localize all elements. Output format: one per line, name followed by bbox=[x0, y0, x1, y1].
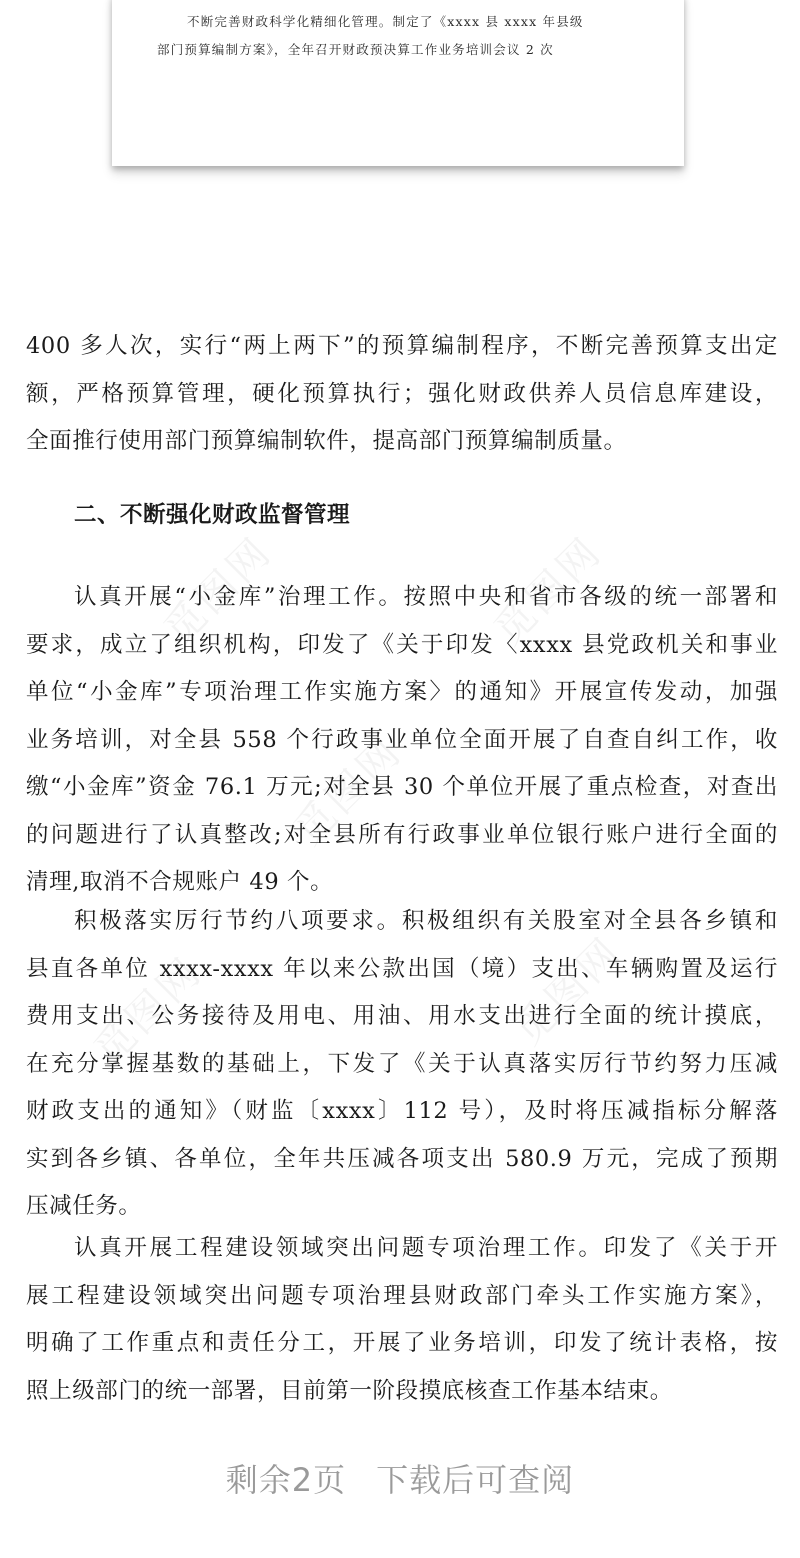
paragraph-xiaojinku bbox=[26, 574, 778, 907]
watermark: 觅图网 bbox=[155, 528, 282, 654]
text-line: 展工程建设领域突出问题专项治理县财政部门牵头工作实施方案》， bbox=[26, 1282, 778, 1309]
text-line: 财政支出的通知》（财监〔xxxx〕112 号），及时将压减指标分解落 bbox=[26, 1098, 778, 1124]
text-line: 在充分掌握基数的基础上，下发了《关于认真落实厉行节约努力压减 bbox=[26, 1050, 778, 1077]
text-line: 缴“小金库”资金 76.1 万元;对全县 30 个单位开展了重点检查，对查出 bbox=[26, 774, 778, 800]
text-line: 要求，成立了组织机构，印发了《关于印发〈xxxx 县党政机关和事业 bbox=[26, 631, 778, 658]
remaining-pages-label: 剩余2页 bbox=[225, 1461, 347, 1499]
text-line: 的问题进行了认真整改;对全县所有行政事业单位银行账户进行全面的 bbox=[26, 821, 778, 848]
download-to-view-label: 下载后可查阅 bbox=[376, 1461, 575, 1499]
text-line: 业务培训，对全县 558 个行政事业单位全面开展了自查自纠工作，收 bbox=[26, 726, 778, 753]
watermark: 觅图网 bbox=[485, 528, 612, 654]
preview-line: 不断完善财政科学化精细化管理。制定了《xxxx 县 xxxx 年县级 bbox=[187, 14, 584, 29]
text-line: 县直各单位 xxxx-xxxx 年以来公款出国（境）支出、车辆购置及运行 bbox=[26, 955, 778, 982]
text-line: 认真开展工程建设领域突出问题专项治理工作。印发了《关于开 bbox=[74, 1235, 778, 1261]
paragraph-frugality bbox=[26, 898, 778, 1231]
text-line: 400 多人次，实行“两上两下”的预算编制程序，不断完善预算支出定 bbox=[26, 333, 778, 359]
text-line: 额，严格预算管理，硬化预算执行；强化财政供养人员信息库建设， bbox=[26, 380, 778, 407]
watermark: 觅图网 bbox=[285, 728, 412, 854]
download-prompt[interactable] bbox=[0, 1455, 800, 1501]
text-line: 实到各乡镇、各单位，全年共压减各项支出 580.9 万元，完成了预期 bbox=[26, 1145, 778, 1172]
text-line: 费用支出、公务接待及用电、用油、用水支出进行全面的统计摸底， bbox=[26, 1003, 778, 1029]
text-line: 认真开展“小金库”治理工作。按照中央和省市各级的统一部署和 bbox=[74, 584, 778, 610]
text-line: 照上级部门的统一部署，目前第一阶段摸底核查工作基本结束。 bbox=[26, 1377, 673, 1404]
watermark: 觅图网 bbox=[505, 928, 632, 1054]
text-line: 清理,取消不合规账户 49 个。 bbox=[26, 869, 334, 895]
preview-line bbox=[160, 0, 640, 6]
paragraph-budget bbox=[26, 323, 778, 466]
document-preview-card bbox=[112, 0, 684, 166]
watermark: 觅图网 bbox=[85, 948, 212, 1074]
paragraph-engineering bbox=[26, 1225, 778, 1415]
text-line: 单位“小金库”专项治理工作实施方案〉的通知》开展宣传发动，加强 bbox=[26, 679, 778, 705]
section-heading: 二、不断强化财政监督管理 bbox=[74, 502, 351, 528]
text-line: 压减任务。 bbox=[26, 1193, 142, 1219]
preview-line: 部门预算编制方案》，全年召开财政预决算工作业务培训会议 2 次 bbox=[157, 42, 554, 57]
text-line: 积极落实厉行节约八项要求。积极组织有关股室对全县各乡镇和 bbox=[74, 908, 778, 934]
text-line: 明确了工作重点和责任分工，开展了业务培训，印发了统计表格，按 bbox=[26, 1330, 778, 1356]
text-line: 全面推行使用部门预算编制软件，提高部门预算编制质量。 bbox=[26, 428, 627, 454]
